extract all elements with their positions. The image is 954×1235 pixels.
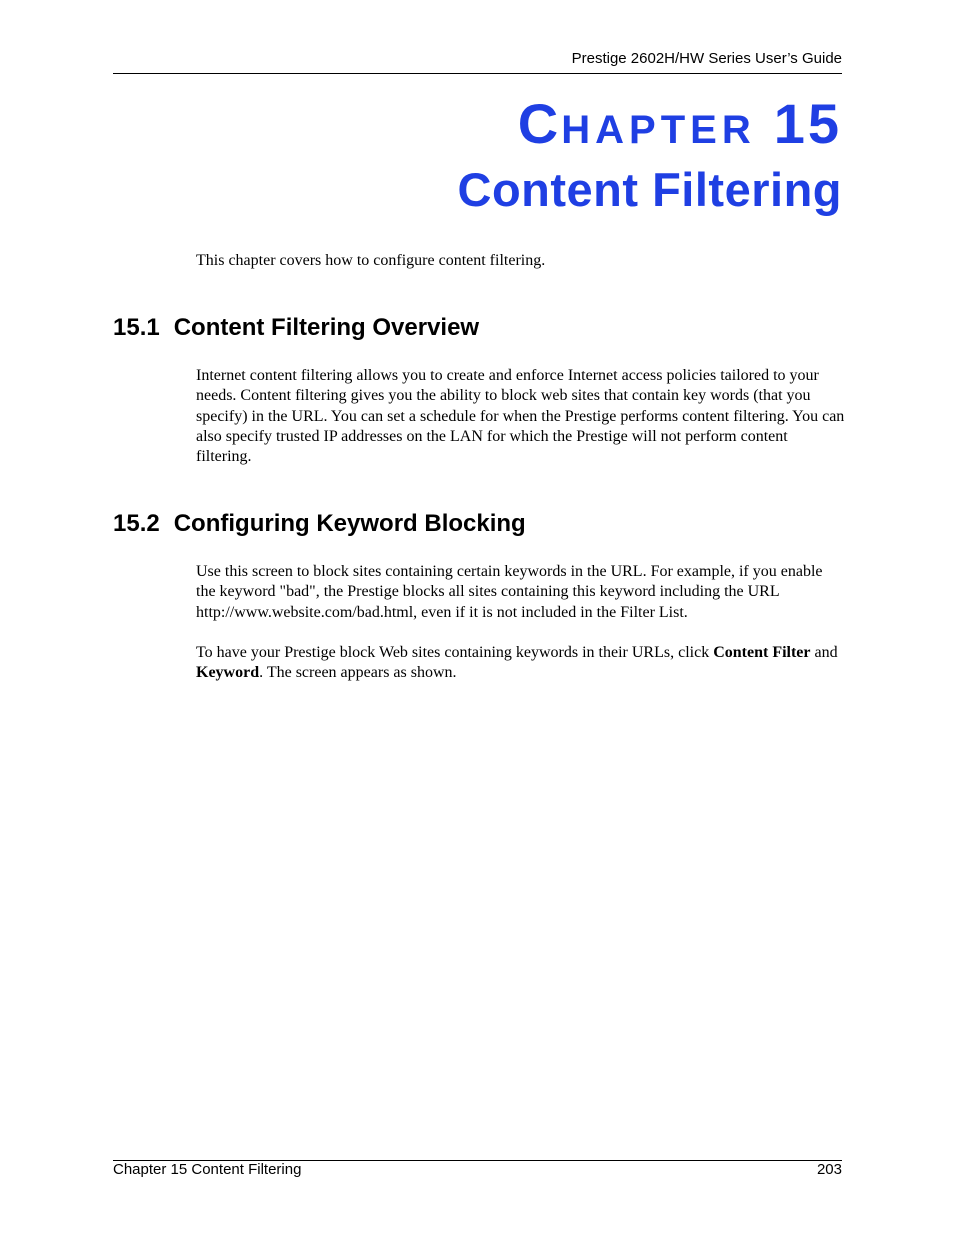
section-heading-15-1: [113, 316, 479, 340]
overview-paragraph: Internet content filtering allows you to create and enforce Internet access policies tailored to your needs. Content filtering gives you the ability to block web sites that contain key words (that you specify) in the URL. You can set a schedule for when the Prestige performs content filtering. You can also specify trusted IP addresses on the LAN for which the Prestige will not perform content filtering.: [196, 367, 845, 466]
section-title: Configuring Keyword Blocking: [173, 510, 526, 537]
chapter-label-initial: C: [517, 92, 562, 155]
menu-path-content-filter: Content Filter: [713, 644, 811, 661]
keyword-blocking-paragraph: Use this screen to block sites containing certain keywords in the URL. For example, if you enable the keyword "bad", the Prestige blocks all sites containing this keyword including the URL http://www.website.com/bad.html, even if it is not included in the Filter List.: [196, 563, 823, 621]
section-number: 15.1: [113, 314, 160, 341]
chapter-label-rest: HAPTER: [561, 108, 756, 152]
instruction-text: . The screen appears as shown.: [259, 664, 457, 682]
instruction-text: and: [810, 644, 838, 661]
footer-chapter-title: Chapter 15 Content Filtering: [113, 1161, 302, 1178]
section-heading-15-2: [113, 512, 526, 536]
running-header-title: Prestige 2602H/HW Series User’s Guide: [571, 50, 842, 67]
menu-path-keyword: Keyword: [196, 664, 260, 682]
navigation-instruction-paragraph: [196, 643, 846, 684]
section-number: 15.2: [113, 510, 160, 537]
chapter-intro: This chapter covers how to configure content filtering.: [196, 252, 546, 269]
chapter-label: [517, 92, 842, 155]
page-number: 203: [816, 1161, 842, 1178]
chapter-number: 15: [773, 92, 842, 155]
instruction-text: To have your Prestige block Web sites containing keywords in their URLs, click: [196, 644, 714, 661]
chapter-title: Content Filtering: [457, 163, 842, 216]
header-divider: [113, 73, 842, 74]
section-title: Content Filtering Overview: [173, 314, 480, 341]
